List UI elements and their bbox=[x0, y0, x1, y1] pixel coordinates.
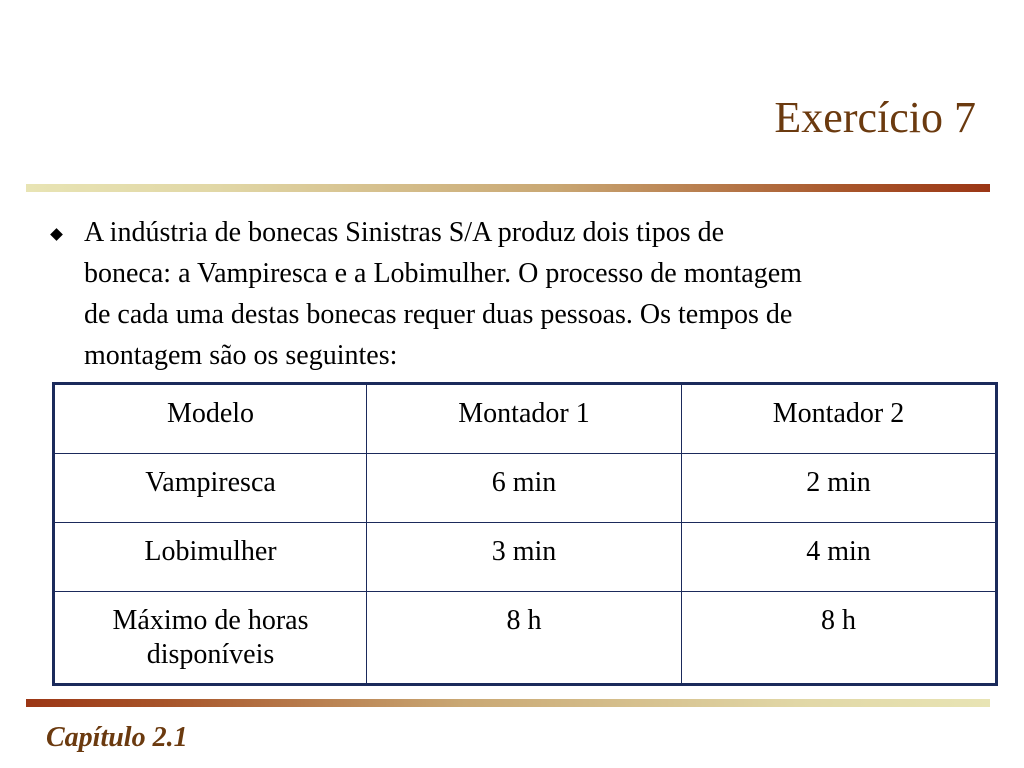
table-cell: Vampiresca bbox=[54, 454, 367, 523]
table-row bbox=[54, 592, 997, 685]
table-cell bbox=[54, 592, 367, 685]
chapter-footer: Capítulo 2.1 bbox=[46, 722, 188, 753]
top-divider bbox=[26, 184, 990, 192]
table-header-row bbox=[54, 384, 997, 454]
paragraph-line: de cada uma destas bonecas requer duas pessoas. Os tempos de bbox=[84, 299, 793, 330]
header-cell-modelo: Modelo bbox=[54, 384, 367, 454]
table-cell: 8 h bbox=[367, 592, 682, 685]
table-cell: 3 min bbox=[367, 523, 682, 592]
assembly-times-table bbox=[52, 382, 998, 686]
table-cell: 6 min bbox=[367, 454, 682, 523]
header-cell-montador-2: Montador 2 bbox=[682, 384, 997, 454]
paragraph-line: montagem são os seguintes: bbox=[84, 340, 398, 371]
slide-title: Exercício 7 bbox=[774, 93, 976, 142]
cell-line: disponíveis bbox=[146, 639, 275, 670]
bottom-divider bbox=[26, 699, 990, 707]
problem-statement bbox=[84, 212, 974, 376]
cell-line: Máximo de horas bbox=[112, 605, 309, 636]
paragraph-line: boneca: a Vampiresca e a Lobimulher. O processo de montagem bbox=[84, 258, 802, 289]
diamond-bullet-icon bbox=[50, 228, 63, 241]
table-cell: 8 h bbox=[682, 592, 997, 685]
table-cell: 2 min bbox=[682, 454, 997, 523]
table-row bbox=[54, 454, 997, 523]
table-cell: 4 min bbox=[682, 523, 997, 592]
table-row bbox=[54, 523, 997, 592]
table-cell: Lobimulher bbox=[54, 523, 367, 592]
header-cell-montador-1: Montador 1 bbox=[367, 384, 682, 454]
paragraph-line: A indústria de bonecas Sinistras S/A produz dois tipos de bbox=[84, 217, 725, 248]
